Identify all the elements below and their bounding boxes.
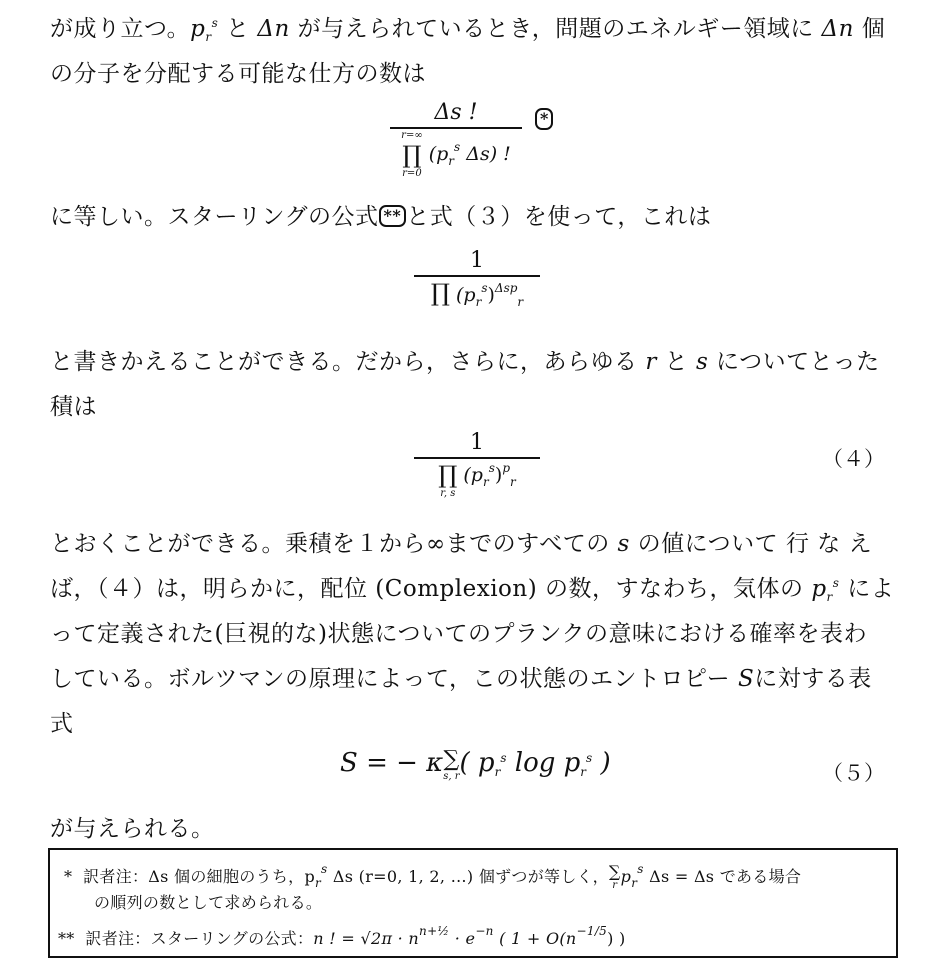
- equation-number-4: （４）: [822, 447, 885, 471]
- sum-limit: r: [612, 880, 618, 891]
- product-operator: [438, 461, 457, 499]
- math-sub-r: r: [494, 765, 501, 779]
- footnote-text: の順列の数として求められる。: [94, 893, 323, 912]
- footnote-marker: **: [58, 929, 75, 948]
- math-sup-s: s: [454, 140, 461, 154]
- text-segment: と: [656, 349, 696, 375]
- product-lower-limit: r, s: [440, 488, 456, 499]
- math-sup-s: s: [211, 16, 219, 30]
- sum-symbol: ∑: [608, 862, 621, 881]
- equation-5: [340, 748, 611, 782]
- text-segment: と書きかえることができる。だから，さらに，あらゆる: [50, 349, 646, 375]
- text-segment: が成り立つ。: [50, 16, 191, 42]
- footnote-text: 訳者注：Δs 個の細胞のうち，p: [83, 867, 315, 886]
- math-sub-r: r: [826, 590, 833, 604]
- product-symbol: ∏: [402, 141, 422, 169]
- math-delta-s: Δs) !: [460, 143, 511, 165]
- fraction-numerator: 1: [470, 430, 484, 455]
- math-sup-s: s: [586, 751, 593, 765]
- math-sub-r: r: [482, 475, 489, 489]
- fraction-permutations: [390, 100, 522, 179]
- text-segment: とおくことができる。乗積を１から∞までのすべての: [50, 531, 618, 557]
- math-delta-n: Δn: [821, 16, 854, 42]
- footnote-text: Δs (r=0, 1, 2, …) 個ずつが等しく，: [327, 867, 609, 886]
- product-operator: [401, 131, 423, 179]
- product-symbol: ∏: [438, 461, 458, 489]
- math-p: (p: [463, 464, 483, 486]
- text-segment: が与えられる。: [50, 816, 215, 842]
- footnote-1-line-2: [94, 890, 322, 913]
- text-line-1: [50, 10, 885, 44]
- text-segment: に等しい。スターリングの公式: [50, 204, 379, 230]
- math-p: p: [190, 16, 206, 42]
- fraction-bar: [414, 457, 540, 459]
- math-sup-s: s: [321, 862, 328, 876]
- math-close: ): [592, 748, 611, 778]
- math-s: s: [617, 531, 630, 557]
- text-line-11: [50, 810, 215, 843]
- math-sub-r: r: [475, 295, 482, 309]
- text-segment: している。ボルツマンの原理によって，この状態のエントロピー: [50, 666, 738, 692]
- fraction-denominator: [390, 131, 522, 179]
- stirling-formula-a: n ! = √2π · n: [313, 929, 420, 948]
- text-line-7: [50, 570, 894, 604]
- math-exponent: Δsp: [494, 281, 518, 295]
- math-entropy-lhs: S = − κ: [340, 748, 444, 778]
- star-marker: *: [535, 108, 553, 130]
- text-segment: と式（３）を使って，これは: [406, 204, 712, 230]
- text-segment: 積は: [50, 394, 97, 420]
- footnote-text: Δs = Δs である場合: [643, 867, 802, 886]
- math-p: ( p: [459, 748, 495, 778]
- text-segment: が与えられているとき，問題のエネルギー領域に: [289, 16, 822, 42]
- stirling-exponent: n+½: [419, 924, 450, 938]
- double-star-marker: **: [379, 205, 407, 227]
- math-p: p: [811, 576, 827, 602]
- math-r: r: [645, 349, 657, 375]
- text-segment: についてとった: [708, 349, 880, 375]
- stirling-formula-b: · e: [449, 929, 476, 948]
- fraction-stirling: [414, 248, 540, 309]
- math-S: S: [737, 666, 755, 692]
- math-sub-r: r: [448, 154, 455, 168]
- math-p: p: [620, 867, 632, 886]
- sum-operator: [609, 862, 621, 891]
- math-sup-s: s: [832, 576, 840, 590]
- math-log-p: log p: [506, 748, 581, 778]
- math-sub-r: r: [631, 876, 638, 890]
- math-sup-s: s: [481, 281, 488, 295]
- fraction-bar: [414, 275, 540, 277]
- math-sup-s: s: [500, 751, 507, 765]
- math-sub-r: r: [205, 30, 212, 44]
- fraction-denominator: ∏ r, s $(p_r^s)^p_r$: [438, 461, 516, 499]
- math-sub-r: r: [315, 876, 322, 890]
- equation-number-5: （５）: [822, 761, 885, 785]
- math-sup-s: s: [488, 461, 495, 475]
- fraction-numerator: Δs !: [434, 100, 478, 125]
- sum-limits: s, r: [443, 771, 460, 782]
- product-lower-limit: r=0: [402, 168, 422, 179]
- text-segment: によ: [839, 576, 895, 602]
- text-line-2: [50, 55, 426, 88]
- fraction-bar: [390, 127, 522, 129]
- text-line-3: [50, 198, 711, 231]
- footnote-2: [58, 924, 626, 949]
- text-segment: って定義された(巨視的な)状態についてのプランクの意味における確率を表わ: [50, 621, 868, 647]
- math-p: (p: [428, 143, 449, 165]
- footnote-text: 訳者注：スターリングの公式：: [85, 929, 314, 948]
- math-sub-r: r: [517, 295, 524, 309]
- text-segment: の値について 行 な え: [629, 531, 873, 557]
- text-line-9: [50, 660, 872, 693]
- text-segment: と: [218, 16, 258, 42]
- product-symbol: ∏: [430, 279, 450, 307]
- text-segment: ば，（４）は，明らかに，配位 (Complexion) の数，すなわち，気体の: [50, 576, 812, 602]
- footnote-1-line-1: [64, 862, 801, 891]
- text-line-8: [50, 615, 867, 648]
- text-line-10: [50, 705, 74, 738]
- stirling-formula-d: ) ): [607, 929, 626, 948]
- stirling-exponent: −n: [475, 924, 494, 938]
- stirling-exponent: −1/5: [576, 924, 608, 938]
- text-segment: の分子を分配する可能な仕方の数は: [50, 61, 426, 87]
- translator-notes-box: [48, 848, 898, 958]
- text-line-6: [50, 525, 872, 558]
- fraction-equation-4: [414, 430, 540, 499]
- math-s: s: [695, 349, 709, 375]
- footnote-marker: *: [64, 867, 73, 886]
- sum-symbol: ∑: [443, 747, 460, 772]
- math-delta-n: Δn: [257, 16, 290, 42]
- math-sub-r: r: [510, 475, 516, 489]
- fraction-denominator: ∏ $(p_r^s)^{\Delta sp}_r$: [430, 279, 524, 309]
- text-line-5: [50, 388, 97, 421]
- product-upper-limit: r=∞: [401, 130, 423, 141]
- text-segment: に対する表: [754, 666, 872, 692]
- text-line-4: [50, 343, 880, 376]
- text-segment: 式: [50, 711, 74, 737]
- text-segment: 個: [853, 16, 886, 42]
- sum-operator: [443, 748, 459, 782]
- math-exponent: p: [502, 461, 510, 475]
- footnote-marker-star: [535, 108, 553, 131]
- math-sub-r: r: [580, 765, 587, 779]
- stirling-formula-c: ( 1 + O(n: [493, 929, 577, 948]
- math-p: (p: [455, 284, 476, 306]
- fraction-numerator: 1: [470, 248, 484, 273]
- math-sup-s: s: [637, 862, 644, 876]
